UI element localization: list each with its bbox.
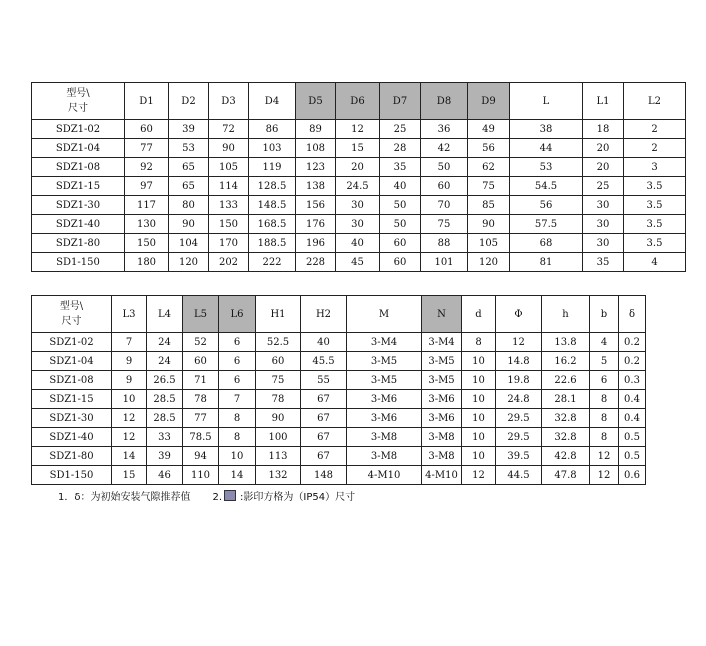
value-cell: 88 xyxy=(421,234,468,253)
value-cell: 30 xyxy=(583,215,624,234)
value-cell: 6 xyxy=(590,371,619,390)
value-cell: 3-M5 xyxy=(422,371,462,390)
value-cell: 40 xyxy=(336,234,380,253)
value-cell: 10 xyxy=(462,371,496,390)
value-cell: 0.2 xyxy=(619,333,646,352)
value-cell: 3-M8 xyxy=(347,428,422,447)
value-cell: 180 xyxy=(125,253,169,272)
value-cell: 52 xyxy=(183,333,219,352)
value-cell: 39 xyxy=(147,447,183,466)
value-cell: 35 xyxy=(583,253,624,272)
value-cell: 117 xyxy=(125,196,169,215)
value-cell: 14 xyxy=(112,447,147,466)
value-cell: 29.5 xyxy=(496,409,542,428)
value-cell: 14.8 xyxy=(496,352,542,371)
value-cell: 0.4 xyxy=(619,409,646,428)
value-cell: 170 xyxy=(209,234,249,253)
col-header-d4: D4 xyxy=(249,83,296,120)
value-cell: 168.5 xyxy=(249,215,296,234)
value-cell: 97 xyxy=(125,177,169,196)
value-cell: 39.5 xyxy=(496,447,542,466)
value-cell: 32.8 xyxy=(542,428,590,447)
value-cell: 10 xyxy=(462,390,496,409)
value-cell: 90 xyxy=(169,215,209,234)
table-row xyxy=(32,371,646,390)
value-cell: 133 xyxy=(209,196,249,215)
value-cell: 29.5 xyxy=(496,428,542,447)
value-cell: 42.8 xyxy=(542,447,590,466)
value-cell: 72 xyxy=(209,120,249,139)
value-cell: 3-M8 xyxy=(422,447,462,466)
value-cell: 85 xyxy=(468,196,510,215)
value-cell: 4 xyxy=(624,253,686,272)
value-cell: 67 xyxy=(301,409,347,428)
value-cell: 12 xyxy=(112,409,147,428)
value-cell: 10 xyxy=(462,428,496,447)
value-cell: 92 xyxy=(125,158,169,177)
value-cell: 196 xyxy=(296,234,336,253)
value-cell: 8 xyxy=(219,409,256,428)
value-cell: 4-M10 xyxy=(422,466,462,485)
corner-size-label: 尺寸 xyxy=(68,103,88,114)
value-cell: 101 xyxy=(421,253,468,272)
value-cell: 119 xyxy=(249,158,296,177)
col-header-d9: D9 xyxy=(468,83,510,120)
value-cell: 3.5 xyxy=(624,215,686,234)
model-cell: SDZ1-30 xyxy=(32,409,112,428)
table-row xyxy=(32,390,646,409)
value-cell: 35 xyxy=(380,158,421,177)
value-cell: 12 xyxy=(336,120,380,139)
value-cell: 19.8 xyxy=(496,371,542,390)
corner-model-label: 型号\ xyxy=(66,88,90,99)
value-cell: 45.5 xyxy=(301,352,347,371)
value-cell: 130 xyxy=(125,215,169,234)
value-cell: 150 xyxy=(125,234,169,253)
value-cell: 20 xyxy=(583,158,624,177)
value-cell: 28.1 xyxy=(542,390,590,409)
value-cell: 67 xyxy=(301,428,347,447)
value-cell: 30 xyxy=(336,215,380,234)
col-header-h1: H1 xyxy=(256,296,301,333)
value-cell: 22.6 xyxy=(542,371,590,390)
value-cell: 39 xyxy=(169,120,209,139)
value-cell: 44 xyxy=(510,139,583,158)
value-cell: 9 xyxy=(112,352,147,371)
table-row xyxy=(32,428,646,447)
value-cell: 90 xyxy=(468,215,510,234)
col-header-delta: δ xyxy=(619,296,646,333)
value-cell: 0.3 xyxy=(619,371,646,390)
col-header-n: N xyxy=(422,296,462,333)
col-header-phi: Φ xyxy=(496,296,542,333)
model-cell: SDZ1-08 xyxy=(32,371,112,390)
model-cell: SDZ1-02 xyxy=(32,333,112,352)
value-cell: 77 xyxy=(125,139,169,158)
model-cell: SDZ1-40 xyxy=(32,428,112,447)
table-row xyxy=(32,177,686,196)
col-header-l: L xyxy=(510,83,583,120)
value-cell: 7 xyxy=(219,390,256,409)
value-cell: 78 xyxy=(183,390,219,409)
value-cell: 71 xyxy=(183,371,219,390)
value-cell: 40 xyxy=(301,333,347,352)
value-cell: 110 xyxy=(183,466,219,485)
value-cell: 3-M6 xyxy=(347,409,422,428)
value-cell: 3.5 xyxy=(624,196,686,215)
value-cell: 114 xyxy=(209,177,249,196)
col-header-d6: D6 xyxy=(336,83,380,120)
value-cell: 30 xyxy=(583,234,624,253)
value-cell: 8 xyxy=(590,428,619,447)
value-cell: 3-M5 xyxy=(347,352,422,371)
value-cell: 4 xyxy=(590,333,619,352)
value-cell: 36 xyxy=(421,120,468,139)
value-cell: 202 xyxy=(209,253,249,272)
value-cell: 49 xyxy=(468,120,510,139)
model-cell: SDZ1-02 xyxy=(32,120,125,139)
table-header-row xyxy=(32,296,646,333)
value-cell: 60 xyxy=(380,234,421,253)
value-cell: 4-M10 xyxy=(347,466,422,485)
model-cell: SD1-150 xyxy=(32,466,112,485)
col-header-l4: L4 xyxy=(147,296,183,333)
value-cell: 33 xyxy=(147,428,183,447)
value-cell: 50 xyxy=(421,158,468,177)
value-cell: 24.5 xyxy=(336,177,380,196)
table-row xyxy=(32,158,686,177)
corner-model-label: 型号\ xyxy=(59,301,84,312)
col-header-l2: L2 xyxy=(624,83,686,120)
value-cell: 138 xyxy=(296,177,336,196)
value-cell: 113 xyxy=(256,447,301,466)
col-header-b: b xyxy=(590,296,619,333)
value-cell: 75 xyxy=(256,371,301,390)
table-row xyxy=(32,139,686,158)
value-cell: 3-M4 xyxy=(422,333,462,352)
value-cell: 90 xyxy=(209,139,249,158)
value-cell: 188.5 xyxy=(249,234,296,253)
value-cell: 70 xyxy=(421,196,468,215)
col-header-d8: D8 xyxy=(421,83,468,120)
col-header-d1: D1 xyxy=(125,83,169,120)
table-row xyxy=(32,215,686,234)
corner-header xyxy=(32,83,125,120)
value-cell: 150 xyxy=(209,215,249,234)
col-header-h2: H2 xyxy=(301,296,347,333)
value-cell: 10 xyxy=(462,409,496,428)
value-cell: 14 xyxy=(219,466,256,485)
value-cell: 8 xyxy=(590,390,619,409)
col-header-l5: L5 xyxy=(183,296,219,333)
col-header-d3: D3 xyxy=(209,83,249,120)
value-cell: 67 xyxy=(301,447,347,466)
value-cell: 89 xyxy=(296,120,336,139)
value-cell: 3-M5 xyxy=(347,371,422,390)
value-cell: 228 xyxy=(296,253,336,272)
table-row xyxy=(32,409,646,428)
value-cell: 28 xyxy=(380,139,421,158)
value-cell: 50 xyxy=(380,196,421,215)
value-cell: 78.5 xyxy=(183,428,219,447)
value-cell: 30 xyxy=(583,196,624,215)
value-cell: 16.2 xyxy=(542,352,590,371)
value-cell: 60 xyxy=(380,253,421,272)
col-header-l3: L3 xyxy=(112,296,147,333)
value-cell: 123 xyxy=(296,158,336,177)
value-cell: 68 xyxy=(510,234,583,253)
corner-header xyxy=(32,296,112,333)
model-cell: SDZ1-15 xyxy=(32,390,112,409)
value-cell: 3-M6 xyxy=(422,409,462,428)
table-row xyxy=(32,234,686,253)
value-cell: 80 xyxy=(169,196,209,215)
value-cell: 40 xyxy=(380,177,421,196)
value-cell: 65 xyxy=(169,177,209,196)
value-cell: 12 xyxy=(590,466,619,485)
value-cell: 132 xyxy=(256,466,301,485)
value-cell: 9 xyxy=(112,371,147,390)
value-cell: 12 xyxy=(496,333,542,352)
value-cell: 0.4 xyxy=(619,390,646,409)
value-cell: 24.8 xyxy=(496,390,542,409)
value-cell: 222 xyxy=(249,253,296,272)
col-header-h: h xyxy=(542,296,590,333)
value-cell: 3-M6 xyxy=(347,390,422,409)
value-cell: 65 xyxy=(169,158,209,177)
model-cell: SD1-150 xyxy=(32,253,125,272)
value-cell: 3.5 xyxy=(624,234,686,253)
value-cell: 28.5 xyxy=(147,409,183,428)
value-cell: 24 xyxy=(147,352,183,371)
value-cell: 2 xyxy=(624,139,686,158)
value-cell: 10 xyxy=(462,447,496,466)
value-cell: 42 xyxy=(421,139,468,158)
value-cell: 45 xyxy=(336,253,380,272)
table-header-row xyxy=(32,83,686,120)
value-cell: 10 xyxy=(219,447,256,466)
table-row xyxy=(32,253,686,272)
model-cell: SDZ1-04 xyxy=(32,352,112,371)
value-cell: 128.5 xyxy=(249,177,296,196)
value-cell: 105 xyxy=(468,234,510,253)
model-cell: SDZ1-08 xyxy=(32,158,125,177)
value-cell: 25 xyxy=(583,177,624,196)
value-cell: 47.8 xyxy=(542,466,590,485)
value-cell: 13.8 xyxy=(542,333,590,352)
value-cell: 148.5 xyxy=(249,196,296,215)
value-cell: 32.8 xyxy=(542,409,590,428)
value-cell: 0.2 xyxy=(619,352,646,371)
value-cell: 75 xyxy=(421,215,468,234)
value-cell: 10 xyxy=(462,352,496,371)
col-header-d: d xyxy=(462,296,496,333)
value-cell: 3-M8 xyxy=(422,428,462,447)
value-cell: 52.5 xyxy=(256,333,301,352)
corner-size-label: 尺寸 xyxy=(61,316,82,327)
value-cell: 53 xyxy=(510,158,583,177)
col-header-d7: D7 xyxy=(380,83,421,120)
value-cell: 60 xyxy=(183,352,219,371)
table-row xyxy=(32,120,686,139)
table-row xyxy=(32,466,646,485)
value-cell: 0.6 xyxy=(619,466,646,485)
dimension-table-1 xyxy=(31,82,686,272)
value-cell: 120 xyxy=(468,253,510,272)
value-cell: 60 xyxy=(125,120,169,139)
col-header-d5: D5 xyxy=(296,83,336,120)
col-header-m: M xyxy=(347,296,422,333)
model-cell: SDZ1-04 xyxy=(32,139,125,158)
value-cell: 38 xyxy=(510,120,583,139)
value-cell: 55 xyxy=(301,371,347,390)
value-cell: 18 xyxy=(583,120,624,139)
note-delta: 1．δ：为初始安装气隙推荐值 xyxy=(58,492,191,503)
note-ip54: :影印方格为（IP54）尺寸 xyxy=(240,492,356,503)
value-cell: 20 xyxy=(336,158,380,177)
value-cell: 6 xyxy=(219,352,256,371)
model-cell: SDZ1-80 xyxy=(32,234,125,253)
value-cell: 56 xyxy=(468,139,510,158)
value-cell: 28.5 xyxy=(147,390,183,409)
footnotes xyxy=(58,488,355,503)
value-cell: 2 xyxy=(624,120,686,139)
value-cell: 53 xyxy=(169,139,209,158)
value-cell: 54.5 xyxy=(510,177,583,196)
value-cell: 12 xyxy=(112,428,147,447)
dimension-table-2 xyxy=(31,295,646,485)
value-cell: 50 xyxy=(380,215,421,234)
model-cell: SDZ1-40 xyxy=(32,215,125,234)
value-cell: 8 xyxy=(462,333,496,352)
table-row xyxy=(32,196,686,215)
value-cell: 105 xyxy=(209,158,249,177)
value-cell: 7 xyxy=(112,333,147,352)
note-number-2: 2. xyxy=(212,492,223,503)
model-cell: SDZ1-15 xyxy=(32,177,125,196)
value-cell: 15 xyxy=(336,139,380,158)
value-cell: 148 xyxy=(301,466,347,485)
value-cell: 3-M8 xyxy=(347,447,422,466)
col-header-l6: L6 xyxy=(219,296,256,333)
value-cell: 78 xyxy=(256,390,301,409)
col-header-d2: D2 xyxy=(169,83,209,120)
value-cell: 3-M5 xyxy=(422,352,462,371)
value-cell: 156 xyxy=(296,196,336,215)
value-cell: 30 xyxy=(336,196,380,215)
value-cell: 46 xyxy=(147,466,183,485)
value-cell: 8 xyxy=(590,409,619,428)
value-cell: 0.5 xyxy=(619,447,646,466)
value-cell: 25 xyxy=(380,120,421,139)
value-cell: 62 xyxy=(468,158,510,177)
value-cell: 0.5 xyxy=(619,428,646,447)
value-cell: 44.5 xyxy=(496,466,542,485)
value-cell: 3.5 xyxy=(624,177,686,196)
value-cell: 24 xyxy=(147,333,183,352)
value-cell: 60 xyxy=(256,352,301,371)
value-cell: 108 xyxy=(296,139,336,158)
value-cell: 100 xyxy=(256,428,301,447)
value-cell: 120 xyxy=(169,253,209,272)
value-cell: 75 xyxy=(468,177,510,196)
value-cell: 15 xyxy=(112,466,147,485)
col-header-l1: L1 xyxy=(583,83,624,120)
value-cell: 94 xyxy=(183,447,219,466)
value-cell: 6 xyxy=(219,371,256,390)
model-cell: SDZ1-30 xyxy=(32,196,125,215)
value-cell: 104 xyxy=(169,234,209,253)
table-row xyxy=(32,333,646,352)
value-cell: 57.5 xyxy=(510,215,583,234)
value-cell: 60 xyxy=(421,177,468,196)
value-cell: 103 xyxy=(249,139,296,158)
value-cell: 56 xyxy=(510,196,583,215)
shaded-cell-swatch xyxy=(224,490,236,501)
value-cell: 67 xyxy=(301,390,347,409)
value-cell: 12 xyxy=(590,447,619,466)
value-cell: 10 xyxy=(112,390,147,409)
model-cell: SDZ1-80 xyxy=(32,447,112,466)
value-cell: 77 xyxy=(183,409,219,428)
value-cell: 3 xyxy=(624,158,686,177)
value-cell: 90 xyxy=(256,409,301,428)
value-cell: 20 xyxy=(583,139,624,158)
table-row xyxy=(32,352,646,371)
value-cell: 26.5 xyxy=(147,371,183,390)
value-cell: 3-M6 xyxy=(422,390,462,409)
value-cell: 12 xyxy=(462,466,496,485)
table-row xyxy=(32,447,646,466)
value-cell: 8 xyxy=(219,428,256,447)
value-cell: 3-M4 xyxy=(347,333,422,352)
value-cell: 86 xyxy=(249,120,296,139)
value-cell: 5 xyxy=(590,352,619,371)
value-cell: 81 xyxy=(510,253,583,272)
value-cell: 6 xyxy=(219,333,256,352)
value-cell: 176 xyxy=(296,215,336,234)
